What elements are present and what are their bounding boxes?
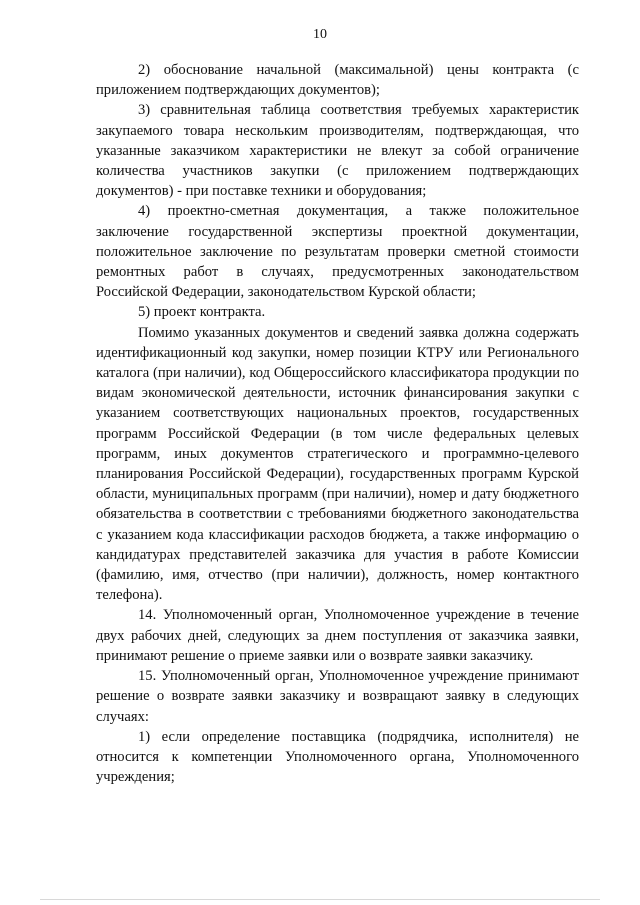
paragraph-item-4: 4) проектно-сметная документация, а также положительное заключение государственной экспертизы проектной документации, положительное заключение по результатам проверки сметной стоимости ремонтных работ в случаях, предусмотренных законодательством Российской Федерации, законодательством Курской области; <box>96 203 579 301</box>
paragraph-clause-15-item-1: 1) если определение поставщика (подрядчика, исполнителя) не относится к компетенции Уполномоченного органа, Уполномоченного учреждения; <box>96 728 579 786</box>
document-body <box>96 60 579 787</box>
paragraph-application-contents: Помимо указанных документов и сведений заявка должна содержать идентификационный код закупки, номер позиции КТРУ или Регионального каталога (при наличии), код Общероссийского классификатора продукции по видам экономической деятельности, источник финансирования закупки с указанием соответствующих национальных проектов, государственных программ Российской Федерации (в том числе федеральных целевых программ, иных документов стратегического и программно-целевого планирования Российской Федерации), государственных программ Курской области, муниципальных программ (при наличии), номер и дату бюджетного обязательства в соответствии с требованиями бюджетного законодательства с указанием кода классификации расходов бюджета, а также информацию о кандидатурах представителей заказчика для участия в работе Комиссии (фамилию, имя, отчество (при наличии), должность, номер контактного телефона). <box>96 324 579 604</box>
scan-edge-divider <box>40 899 600 900</box>
paragraph-clause-14: 14. Уполномоченный орган, Уполномоченное учреждение в течение двух рабочих дней, следующих за днем поступления от заказчика заявки, принимают решение о приеме заявки или о возврате заявки заказчику. <box>96 607 579 664</box>
paragraph-item-3: 3) сравнительная таблица соответствия требуемых характеристик закупаемого товара нескольким производителям, подтверждающая, что указанные заказчиком характеристики не влекут за собой ограничение количества участников закупки (с приложением подтверждающих документов) - при поставке техники и оборудования; <box>96 102 579 200</box>
paragraph-item-5: 5) проект контракта. <box>138 304 266 321</box>
paragraph-item-2: 2) обоснование начальной (максимальной) цены контракта (с приложением подтверждающих документов); <box>96 62 579 99</box>
paragraph-clause-15: 15. Уполномоченный орган, Уполномоченное учреждение принимают решение о возврате заявки заказчику и возвращают заявку в следующих случаях: <box>96 668 579 725</box>
page-number: 10 <box>313 27 327 42</box>
